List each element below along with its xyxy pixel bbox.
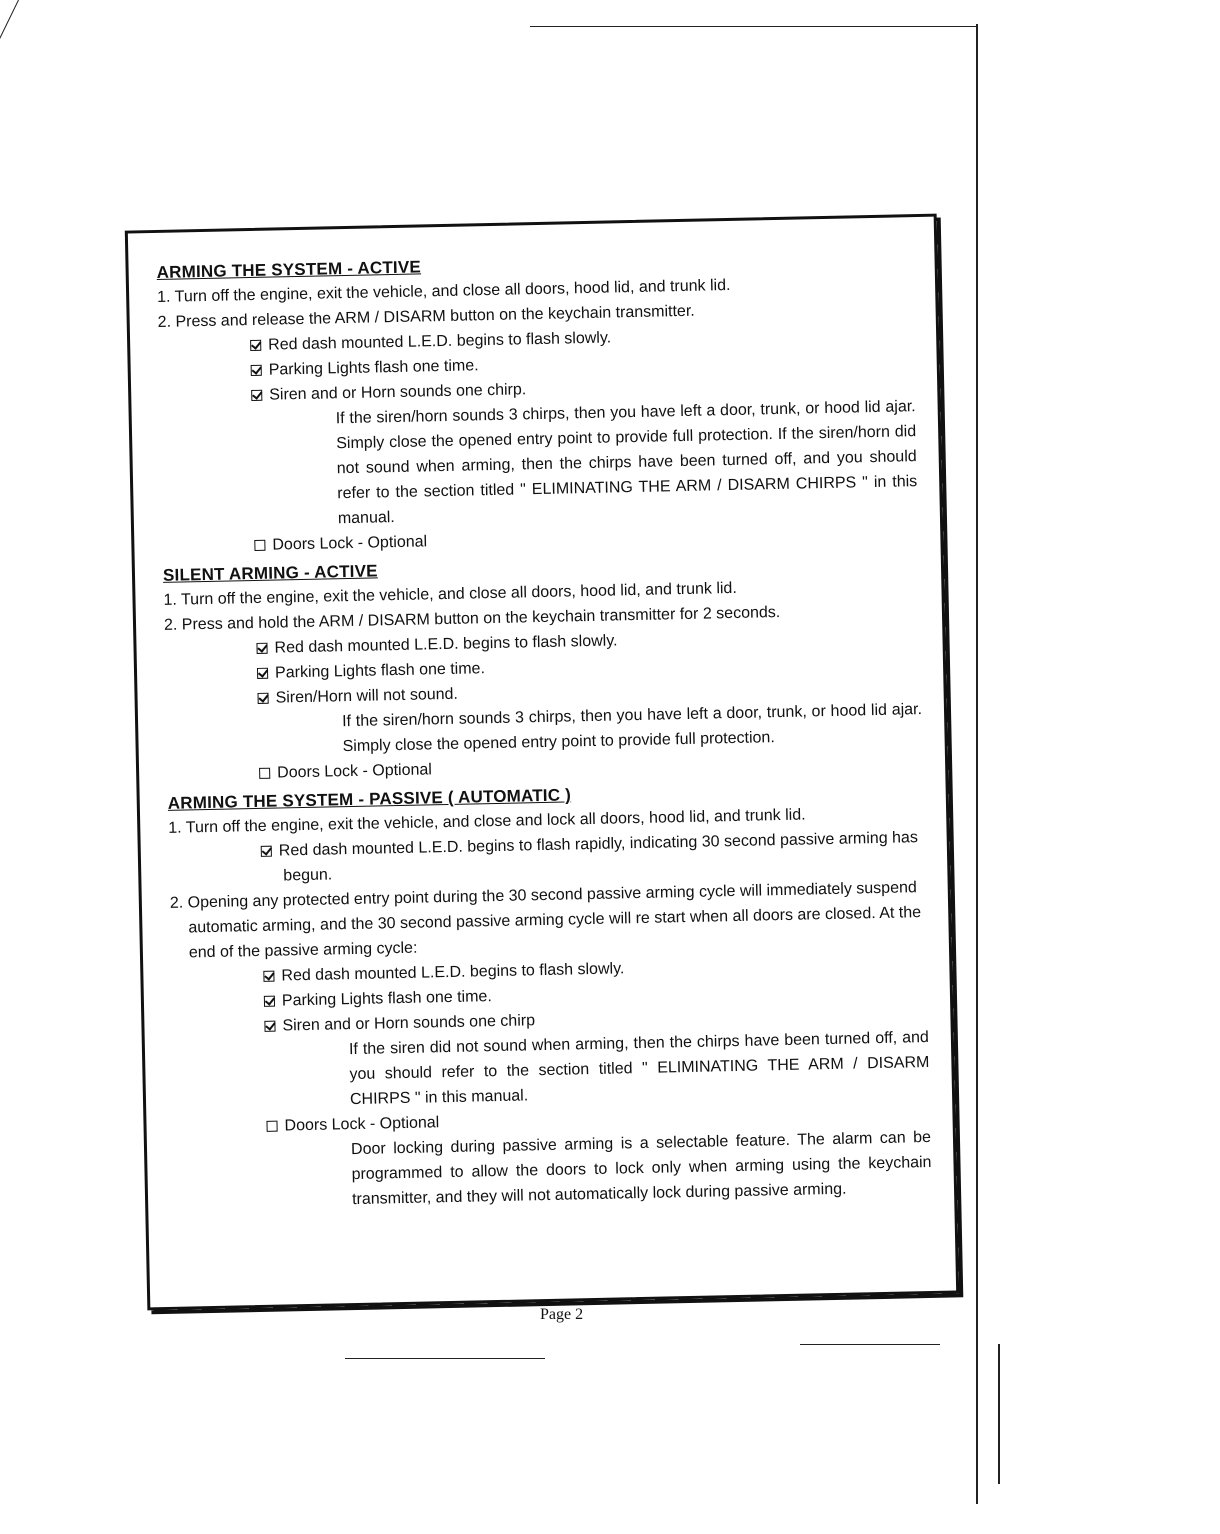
section-title: ARMING THE SYSTEM - ACTIVE <box>156 257 422 282</box>
checklist-item: Red dash mounted L.E.D. begins to flash rapidly, indicating 30 second passive arming has begun. <box>261 825 926 889</box>
checklist-item: Parking Lights flash one time. <box>257 647 921 686</box>
checklist-item: Siren and or Horn sounds one chirp. <box>251 369 915 408</box>
checked-box-icon <box>251 390 262 401</box>
optional-item: Doors Lock - Optional <box>254 519 918 558</box>
note-paragraph: If the siren did not sound when arming, then the chirps have been turned off, and you should refer to the section titled " ELIMINATING THE ARM / DISARM CHIRPS " in this manual. <box>348 1028 930 1109</box>
checked-box-icon <box>250 340 261 351</box>
note-paragraph: Door locking during passive arming is a selectable feature. The alarm can be programmed to allow the doors to lock only when arming using the keychain transmitter, and they will not automatically lock during passive arming. <box>350 1128 932 1209</box>
step-item: 2. Opening any protected entry point during the 30 second passive arming cycle will immediately suspend automatic arming, and the 30 second passive arming cycle will re start when all doors are closed. At the end of the passive arming cycle: <box>169 879 922 962</box>
checklist-item: Siren and or Horn sounds one chirp <box>264 1000 928 1039</box>
checked-box-icon <box>251 365 262 376</box>
page-number: Page 2 <box>540 1306 584 1323</box>
checked-box-icon <box>257 668 268 679</box>
scan-edge-lower-right <box>998 1344 1000 1484</box>
instruction-frame <box>125 214 959 1311</box>
empty-box-icon <box>266 1121 277 1132</box>
step-item: 1. Turn off the engine, exit the vehicle, and close and lock all doors, hood lid, and trunk lid. <box>168 806 806 837</box>
checklist-item: Red dash mounted L.E.D. begins to flash slowly. <box>256 622 920 661</box>
scan-edge-bottom <box>345 1358 545 1359</box>
checked-box-icon <box>263 971 274 982</box>
optional-item: Doors Lock - Optional <box>259 747 923 786</box>
note-paragraph: If the siren/horn sounds 3 chirps, then you have left a door, trunk, or hood lid ajar. Simply close the opened entry point to provide full protection. <box>341 701 923 756</box>
empty-box-icon <box>254 540 265 551</box>
section-title: ARMING THE SYSTEM - PASSIVE ( AUTOMATIC ) <box>167 785 572 813</box>
checklist-item: Parking Lights flash one time. <box>264 975 928 1014</box>
step-item: 1. Turn off the engine, exit the vehicle, and close all doors, hood lid, and trunk lid. <box>163 579 737 609</box>
checked-box-icon <box>264 1021 275 1032</box>
step-item: 1. Turn off the engine, exit the vehicle, and close all doors, hood lid, and trunk lid. <box>157 276 731 306</box>
checked-box-icon <box>264 996 275 1007</box>
optional-item: Doors Lock - Optional <box>266 1100 930 1139</box>
checklist-item: Red dash mounted L.E.D. begins to flash slowly. <box>263 950 927 989</box>
empty-box-icon <box>259 768 270 779</box>
step-item: 2. Press and release the ARM / DISARM button on the keychain transmitter. <box>157 302 695 331</box>
checked-box-icon <box>257 693 268 704</box>
note-paragraph: If the siren/horn sounds 3 chirps, then you have left a door, trunk, or hood lid ajar. Simply close the opened entry point to provide full protection. If the siren/horn did not sound when arming, then the chirps have been turned off, and you should refer to the section titled " ELIMINATING THE ARM / DISARM CHIRPS " in this manual. <box>335 398 918 528</box>
checked-box-icon <box>261 846 272 857</box>
checked-box-icon <box>256 643 267 654</box>
checklist-item: Red dash mounted L.E.D. begins to flash slowly. <box>250 319 914 358</box>
section-title: SILENT ARMING - ACTIVE <box>162 561 378 585</box>
scan-edge-right <box>976 24 978 1504</box>
checklist-item: Siren/Horn will not sound. <box>257 672 921 711</box>
checklist-item: Parking Lights flash one time. <box>250 344 914 383</box>
scan-edge-left-diag <box>0 0 19 99</box>
step-item: 2. Press and hold the ARM / DISARM button on the keychain transmitter for 2 seconds. <box>163 603 781 634</box>
scan-edge-bottom-right <box>800 1344 940 1345</box>
scan-edge-top <box>530 26 976 27</box>
